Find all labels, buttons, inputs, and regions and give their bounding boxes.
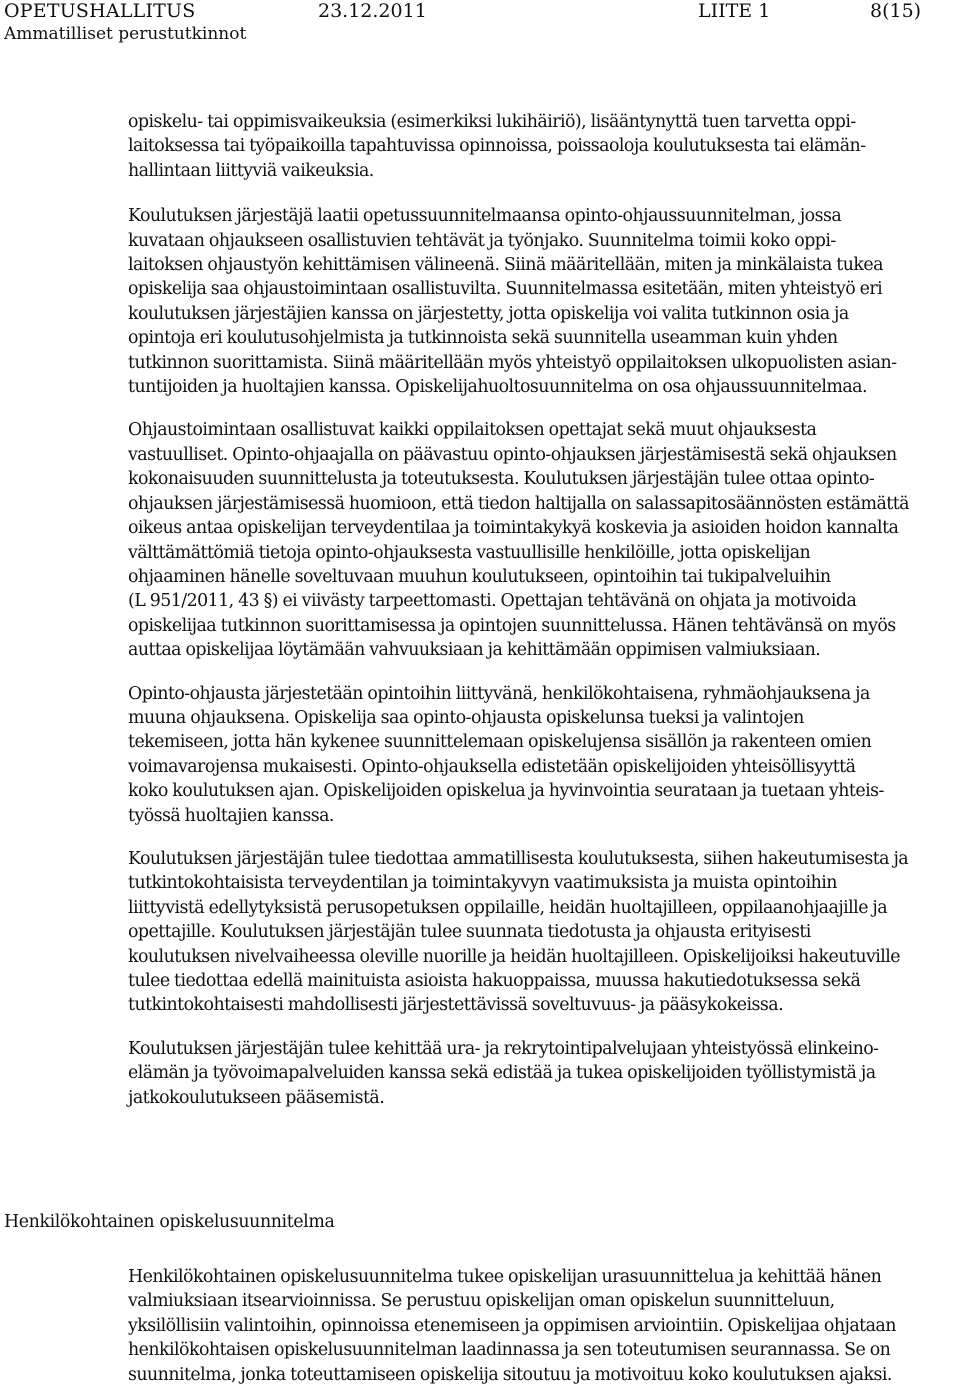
text-line: koulutuksen järjestäjien kanssa on järjestetty, jotta opiskelija voi valita tutkinnon osia ja [128,303,849,324]
header-organization: OPETUSHALLITUS [4,0,196,22]
paragraph-6 [128,1037,960,1110]
text-line: opiskelu- tai oppimisvaikeuksia (esimerkiksi lukihäiriö), lisääntynyttä tuen tarvetta oppi- [128,112,856,132]
text-line: voimavarojensa mukaisesti. Opinto-ohjauksella edistetään opiskelijoiden yhteisöllisyyttä [128,756,856,777]
text-line: välttämättömiä tietoja opinto-ohjauksesta vastuullisille henkilöille, jotta opiskelijan [128,542,811,563]
text-line: tuntijoiden ja huoltajien kanssa. Opiskelijahuoltosuunnitelma on osa ohjaussuunnitelmaa. [128,377,867,398]
text-line: hallintaan liittyviä vaikeuksia. [128,160,374,181]
text-line: työssä huoltajien kanssa. [128,805,334,826]
text-line: Ohjaustoimintaan osallistuvat kaikki oppilaitoksen opettajat sekä muut ohjauksesta [128,420,817,441]
paragraph-2 [128,204,960,399]
section-paragraph [128,1265,960,1387]
text-line: tutkinnon suorittamista. Siinä määritellään myös yhteistyö oppilaitoksen ulkopuolisten asian- [128,352,897,373]
paragraph-5 [128,847,960,1018]
text-line: valmiuksiaan itsearvioinnissa. Se perustuu opiskelijan oman opiskelun suunnitteluun, [128,1291,835,1312]
header-date: 23.12.2011 [318,0,427,22]
header-page-number: 8(15) [870,0,922,22]
text-line: ohjaaminen hänelle soveltuvaan muuhun koulutukseen, opintoihin tai tukipalveluihin [128,566,831,587]
paragraph-1 [128,110,960,183]
text-line: laitoksen ohjaustyön kehittämisen välineenä. Siinä määritellään, miten ja minkälaista tukea [128,255,883,276]
text-line: Koulutuksen järjestäjä laatii opetussuunnitelmaansa opinto-ohjaussuunnitelman, jossa [128,206,842,227]
text-line: auttaa opiskelijaa löytämään vahvuuksiaan ja kehittämään oppimisen valmiuksiaan. [128,640,821,661]
text-line: Henkilökohtainen opiskelusuunnitelma tukee opiskelijan urasuunnittelua ja kehittää hänen [128,1267,882,1287]
text-line: opiskelija saa ohjaustoimintaan osallistuvilta. Suunnitelmassa esitetään, miten yhteistyö eri [128,279,883,300]
text-line: Opinto-ohjausta järjestetään opintoihin liittyvänä, henkilökohtaisena, ryhmäohjauksena ja [128,683,870,704]
text-line: opiskelijaa tutkinnon suorittamisessa ja opintojen suunnittelussa. Hänen tehtävänsä on myös [128,615,896,636]
text-line: (L 951/2011, 43 §) ei viivästy tarpeettomasti. Opettajan tehtävänä on ohjata ja motivoida [128,591,857,612]
text-line: oikeus antaa opiskelijan terveydentilaa ja toimintakykyä koskevia ja asioiden hoidon kannalta [128,518,899,539]
section-body [128,1265,960,1387]
text-line: tekemiseen, jotta hän kykenee suunnittelemaan opiskelujensa sisällön ja rakenteen omien [128,732,872,753]
text-line: Koulutuksen järjestäjän tulee tiedottaa ammatillisesta koulutuksesta, siihen hakeutumisesta ja [128,848,909,869]
header-appendix: LIITE 1 [698,0,771,22]
text-line: liittyvistä edellytyksistä perusopetuksen oppilaille, heidän huoltajilleen, oppilaanohjaajille ja [128,897,888,918]
text-line: jatkokoulutukseen pääsemistä. [128,1087,385,1108]
text-line: elämän ja työvoimapalveluiden kanssa sekä edistää ja tukea opiskelijoiden työllistymistä ja [128,1063,876,1084]
text-line: kokonaisuuden suunnittelusta ja toteutuksesta. Koulutuksen järjestäjän tulee ottaa opinto- [128,469,875,490]
document-body [128,110,960,1110]
text-line: ohjauksen järjestämisessä huomioon, että tiedon haltijalla on salassapitosäännösten estämättä [128,493,909,514]
text-line: koulutuksen nivelvaiheessa oleville nuorille ja heidän huoltajilleen. Opiskelijoiksi hakeutuville [128,946,901,967]
text-line: suunnitelma, jonka toteuttamiseen opiskelija sitoutuu ja motivoituu koko koulutuksen ajaksi. [128,1364,892,1385]
header-subtitle: Ammatilliset perustutkinnot [4,24,247,44]
text-line: tutkintokohtaisesti mahdollisesti järjestettävissä soveltuvuus- ja pääsykokeissa. [128,995,784,1016]
text-line: kuvataan ohjaukseen osallistuvien tehtävät ja työnjako. Suunnitelma toimii koko oppi- [128,230,836,251]
text-line: tutkintokohtaisista terveydentilan ja toimintakyvyn vaatimuksista ja muista opintoihin [128,873,837,894]
section-heading: Henkilökohtainen opiskelusuunnitelma [4,1212,335,1232]
text-line: Koulutuksen järjestäjän tulee kehittää ura- ja rekrytointipalvelujaan yhteistyössä elinkeino- [128,1038,879,1059]
text-line: henkilökohtaisen opiskelusuunnitelman laadinnassa ja sen toteutumisen seurannassa. Se on [128,1340,891,1361]
text-line: opintoja eri koulutusohjelmista ja tutkinnoista sekä suunnitella useamman kuin yhden [128,328,838,349]
text-line: laitoksessa tai työpaikoilla tapahtuvissa opinnoissa, poissaoloja koulutuksesta tai elämän- [128,136,866,157]
page-header [0,0,960,48]
paragraph-3 [128,418,960,662]
text-line: koko koulutuksen ajan. Opiskelijoiden opiskelua ja hyvinvointia seurataan ja tuetaan yhteis- [128,781,884,802]
text-line: opettajille. Koulutuksen järjestäjän tulee suunnata tiedotusta ja ohjausta erityisesti [128,922,811,943]
text-line: yksilöllisiin valintoihin, opinnoissa etenemiseen ja oppimisen arviointiin. Opiskelijaa ohjataan [128,1315,896,1336]
paragraph-4 [128,682,960,828]
text-line: tulee tiedottaa edellä mainituista asioista hakuoppaissa, muussa hakutiedotuksessa sekä [128,971,861,991]
text-line: vastuulliset. Opinto-ohjaajalla on päävastuu opinto-ohjauksen järjestämisestä sekä ohjauksen [128,444,897,465]
text-line: muuna ohjauksena. Opiskelija saa opinto-ohjausta opiskelunsa tueksi ja valintojen [128,707,804,728]
